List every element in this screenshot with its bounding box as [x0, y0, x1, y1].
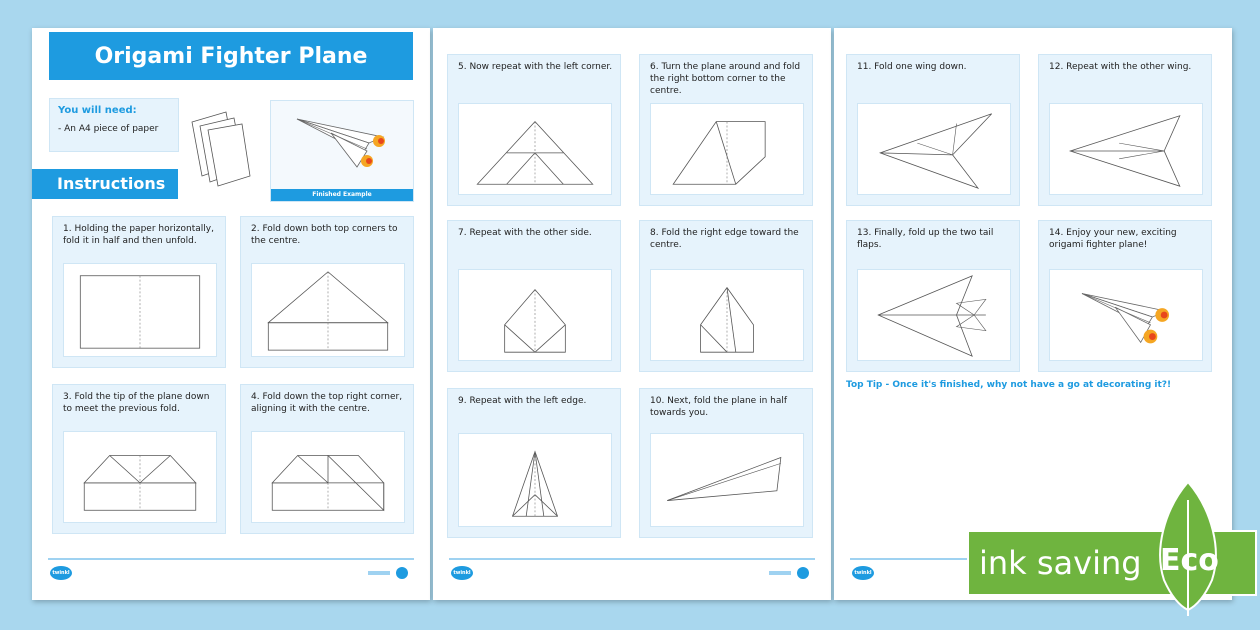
- step-diagram: [63, 431, 217, 523]
- materials-heading: You will need:: [58, 105, 137, 116]
- step-diagram: [251, 263, 405, 357]
- worksheet-page-2: [433, 28, 831, 600]
- step-diagram: [251, 431, 405, 523]
- step-card: [52, 384, 226, 534]
- paper-stack-icon: [188, 108, 258, 192]
- worksheet-page-1: [32, 28, 430, 600]
- twinkl-logo: twinkl: [50, 566, 72, 580]
- step-diagram: [650, 103, 804, 195]
- step-diagram: [458, 103, 612, 195]
- step-text: 1. Holding the paper horizontally, fold it in half and then unfold.: [63, 224, 214, 246]
- footer-divider: [48, 558, 414, 560]
- step-text: 8. Fold the right edge toward the centre.: [650, 228, 799, 250]
- step-card: [639, 220, 813, 372]
- step-diagram: [857, 103, 1011, 195]
- step-text: 14. Enjoy your new, exciting origami fighter plane!: [1049, 228, 1177, 250]
- step-text: 7. Repeat with the other side.: [458, 228, 592, 238]
- step-diagram: [458, 433, 612, 527]
- instructions-heading: Instructions: [32, 169, 178, 199]
- step-text: 12. Repeat with the other wing.: [1049, 62, 1192, 72]
- step-text: 6. Turn the plane around and fold the right bottom corner to the centre.: [650, 62, 801, 96]
- step-card: [447, 54, 621, 206]
- twinkl-logo: twinkl: [852, 566, 874, 580]
- step-text: 13. Finally, fold up the two tail flaps.: [857, 228, 994, 250]
- step-card: [447, 388, 621, 538]
- worksheet-title: Origami Fighter Plane: [49, 32, 413, 80]
- step-card: [447, 220, 621, 372]
- step-card: [240, 384, 414, 534]
- finished-example: [270, 100, 414, 202]
- step-diagram: [1049, 103, 1203, 195]
- ink-saving-label: ink saving: [979, 544, 1142, 582]
- step-diagram: [458, 269, 612, 361]
- footer-brand-icon: [368, 566, 412, 580]
- top-tip: Top Tip - Once it's finished, why not have a go at decorating it?!: [846, 380, 1172, 390]
- materials-item: - An A4 piece of paper: [58, 124, 159, 134]
- step-diagram: [857, 269, 1011, 361]
- step-text: 11. Fold one wing down.: [857, 62, 967, 72]
- step-card: [1038, 54, 1212, 206]
- footer-brand-icon: [769, 566, 813, 580]
- step-text: 4. Fold down the top right corner, aligning it with the centre.: [251, 392, 403, 414]
- step-card: [846, 220, 1020, 372]
- step-text: 10. Next, fold the plane in half towards you.: [650, 396, 788, 418]
- step-card: [240, 216, 414, 368]
- step-text: 9. Repeat with the left edge.: [458, 396, 587, 406]
- page-footer: [449, 558, 815, 586]
- finished-example-label: Finished Example: [271, 189, 413, 201]
- step-text: 5. Now repeat with the left corner.: [458, 62, 613, 72]
- step-diagram: [1049, 269, 1203, 361]
- step-card: [52, 216, 226, 368]
- materials-box: [49, 98, 179, 152]
- step-card: [1038, 220, 1212, 372]
- step-card: [846, 54, 1020, 206]
- footer-divider: [449, 558, 815, 560]
- eco-label: Eco: [1160, 543, 1219, 578]
- step-card: [639, 388, 813, 538]
- step-diagram: [650, 433, 804, 527]
- twinkl-logo: twinkl: [451, 566, 473, 580]
- page-footer: [48, 558, 414, 586]
- step-diagram: [63, 263, 217, 357]
- step-diagram: [650, 269, 804, 361]
- plane-example-image: [271, 101, 413, 189]
- step-card: [639, 54, 813, 206]
- step-text: 2. Fold down both top corners to the centre.: [251, 224, 398, 246]
- step-text: 3. Fold the tip of the plane down to meet the previous fold.: [63, 392, 210, 414]
